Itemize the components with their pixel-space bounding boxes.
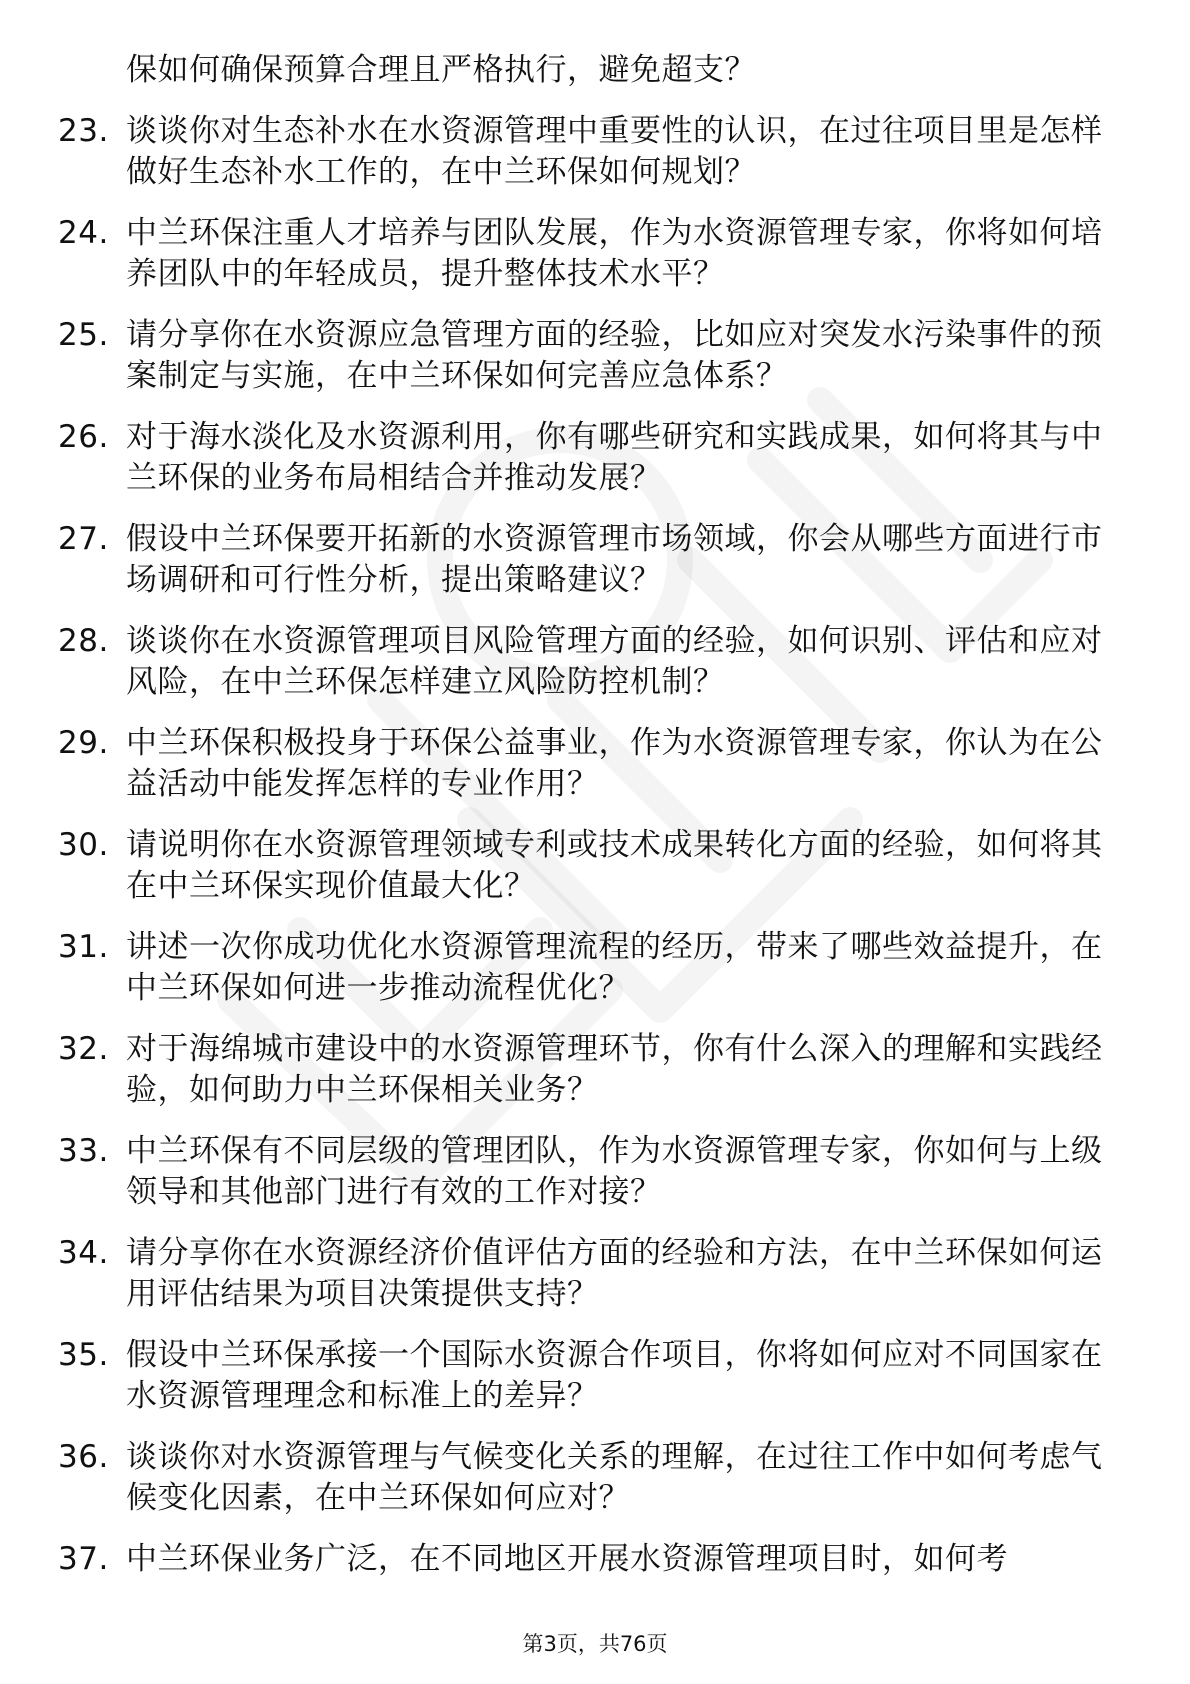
question-number: 32. bbox=[58, 1031, 109, 1067]
question-text: 假设中兰环保要开拓新的水资源管理市场领域，你会从哪些方面进行市场调研和可行性分析，提出策略建议？ bbox=[126, 521, 1103, 598]
question-text: 对于海绵城市建设中的水资源管理环节，你有什么深入的理解和实践经验，如何助力中兰环保相关业务？ bbox=[126, 1031, 1103, 1108]
question-text: 对于海水淡化及水资源利用，你有哪些研究和实践成果，如何将其与中兰环保的业务布局相结合并推动发展？ bbox=[126, 419, 1103, 496]
list-item bbox=[58, 927, 1118, 1009]
question-text: 中兰环保积极投身于环保公益事业，作为水资源管理专家，你认为在公益活动中能发挥怎样的专业作用？ bbox=[126, 725, 1103, 802]
question-number: 24. bbox=[58, 215, 109, 251]
question-text: 谈谈你在水资源管理项目风险管理方面的经验，如何识别、评估和应对风险，在中兰环保怎样建立风险防控机制？ bbox=[126, 623, 1103, 700]
question-text: 请分享你在水资源经济价值评估方面的经验和方法，在中兰环保如何运用评估结果为项目决策提供支持？ bbox=[126, 1235, 1103, 1312]
document-body bbox=[58, 50, 1118, 1600]
question-number: 36. bbox=[58, 1439, 109, 1475]
list-item bbox=[58, 213, 1118, 295]
question-number: 27. bbox=[58, 521, 109, 557]
list-item bbox=[58, 315, 1118, 397]
question-number: 25. bbox=[58, 317, 109, 353]
question-text: 中兰环保有不同层级的管理团队，作为水资源管理专家，你如何与上级领导和其他部门进行有效的工作对接？ bbox=[126, 1133, 1103, 1210]
list-item bbox=[58, 1539, 1118, 1580]
question-number: 35. bbox=[58, 1337, 109, 1373]
question-text: 假设中兰环保承接一个国际水资源合作项目，你将如何应对不同国家在水资源管理理念和标准上的差异？ bbox=[126, 1337, 1103, 1414]
question-number: 34. bbox=[58, 1235, 109, 1271]
list-item bbox=[58, 723, 1118, 805]
question-number: 28. bbox=[58, 623, 109, 659]
list-item bbox=[58, 1335, 1118, 1417]
list-item bbox=[58, 621, 1118, 703]
question-list bbox=[58, 111, 1118, 1580]
question-text: 请分享你在水资源应急管理方面的经验，比如应对突发水污染事件的预案制定与实施，在中兰环保如何完善应急体系？ bbox=[126, 317, 1103, 394]
question-number: 33. bbox=[58, 1133, 109, 1169]
question-text: 谈谈你对生态补水在水资源管理中重要性的认识，在过往项目里是怎样做好生态补水工作的，在中兰环保如何规划？ bbox=[126, 113, 1103, 190]
question-text: 中兰环保业务广泛，在不同地区开展水资源管理项目时，如何考 bbox=[126, 1541, 1008, 1577]
page-footer bbox=[0, 1628, 1190, 1658]
question-text: 讲述一次你成功优化水资源管理流程的经历，带来了哪些效益提升，在中兰环保如何进一步推动流程优化？ bbox=[126, 929, 1103, 1006]
question-number: 37. bbox=[58, 1541, 109, 1577]
question-number: 23. bbox=[58, 113, 109, 149]
list-item bbox=[58, 519, 1118, 601]
page-number-label: 第3页，共76页 bbox=[522, 1632, 668, 1656]
list-item bbox=[58, 1437, 1118, 1519]
question-number: 30. bbox=[58, 827, 109, 863]
question-text: 谈谈你对水资源管理与气候变化关系的理解，在过往工作中如何考虑气候变化因素，在中兰环保如何应对？ bbox=[126, 1439, 1103, 1516]
continued-question-text: 保如何确保预算合理且严格执行，避免超支？ bbox=[126, 52, 756, 88]
list-item bbox=[58, 1029, 1118, 1111]
list-item bbox=[58, 825, 1118, 907]
question-text: 中兰环保注重人才培养与团队发展，作为水资源管理专家，你将如何培养团队中的年轻成员，提升整体技术水平？ bbox=[126, 215, 1103, 292]
question-number: 31. bbox=[58, 929, 109, 965]
question-number: 26. bbox=[58, 419, 109, 455]
question-text: 请说明你在水资源管理领域专利或技术成果转化方面的经验，如何将其在中兰环保实现价值最大化？ bbox=[126, 827, 1103, 904]
list-item bbox=[58, 111, 1118, 193]
question-number: 29. bbox=[58, 725, 109, 761]
list-item bbox=[58, 1131, 1118, 1213]
list-item bbox=[58, 417, 1118, 499]
list-item bbox=[58, 1233, 1118, 1315]
